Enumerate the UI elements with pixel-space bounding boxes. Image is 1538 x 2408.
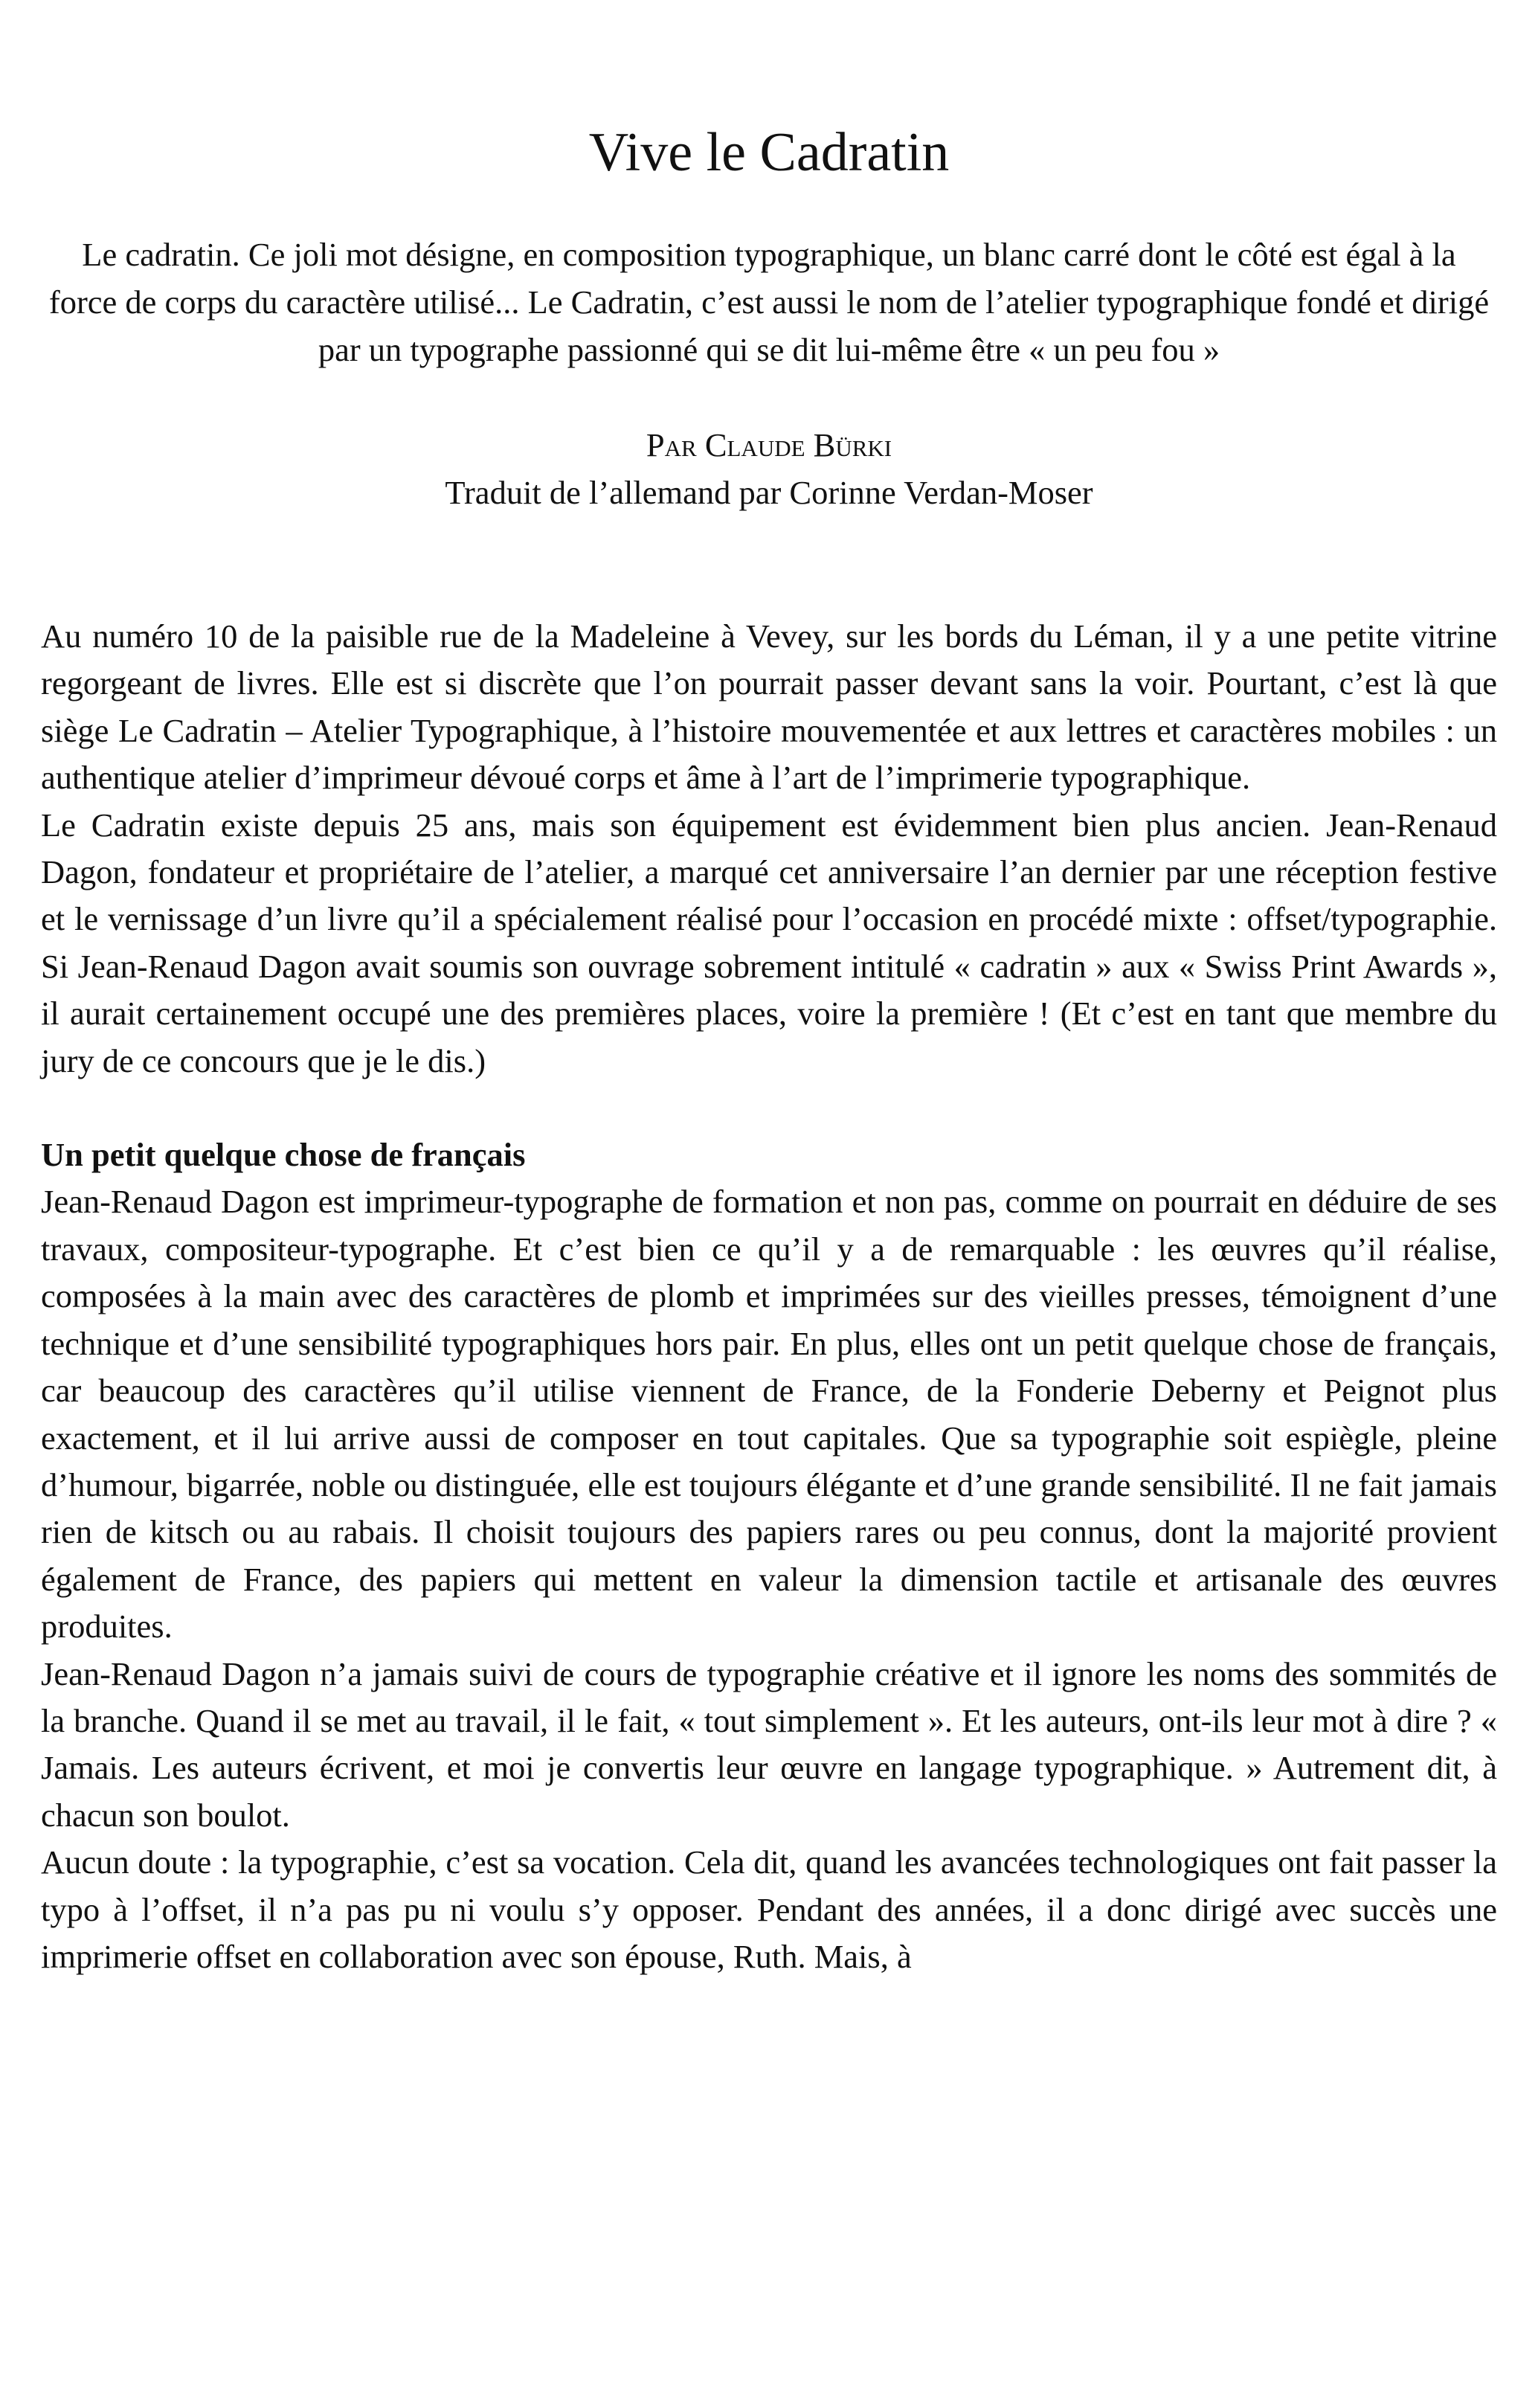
article-body [41, 613, 1497, 1980]
paragraph: Jean-Renaud Dagon est imprimeur-typographe de formation et non pas, comme on pourrait en déduire de ses travaux, compositeur-typographe. Et c’est bien ce qu’il y a de remarquable : les œuvres qu’il réalise, composées à la main avec des caractères de plomb et imprimées sur des vieilles presses, témoignent d’une technique et d’une sensibilité typographiques hors pair. En plus, elles ont un petit quelque chose de français, car beaucoup des caractères qu’il utilise viennent de France, de la Fonderie Deberny et Peignot plus exactement, et il lui arrive aussi de composer en tout capitales. Que sa typographie soit espiègle, pleine d’humour, bigarrée, noble ou distinguée, elle est toujours élégante et d’une grande sensibilité. Il ne fait jamais rien de kitsch ou au rabais. Il choisit toujours des papiers rares ou peu connus, dont la majorité provient également de France, des papiers qui mettent en valeur la dimension tactile et artisanale des œuvres produites. [41, 1183, 1497, 1646]
paragraph: Au numéro 10 de la paisible rue de la Madeleine à Vevey, sur les bords du Léman, il y a une petite vitrine regorgeant de livres. Elle est si discrète que l’on pourrait passer devant sans la voir. Pourtant, c’est là que siège Le Cadratin – Atelier Typographique, à l’histoire mouvementée et aux lettres et caractères mobiles : un authentique atelier d’imprimeur dévoué corps et âme à l’art de l’imprimerie typographique. [41, 617, 1497, 797]
byline-author: Par Claude Bürki [646, 426, 892, 463]
byline [41, 421, 1497, 516]
article-lead: Le cadratin. Ce joli mot désigne, en composition typographique, un blanc carré dont le côté est égal à la force de corps du caractère utilisé... Le Cadratin, c’est aussi le nom de l’atelier typographique fondé et dirigé par un typographe passionné qui se dit lui-même être « un peu fou » [48, 236, 1490, 368]
paragraph: Aucun doute : la typographie, c’est sa vocation. Cela dit, quand les avancées technologiques ont fait passer la typo à l’offset, il n’a pas pu ni voulu s’y opposer. Pendant des années, il a donc dirigé avec succès une imprimerie offset en collaboration avec son épouse, Ruth. Mais, à [41, 1843, 1497, 1975]
paragraph: Le Cadratin existe depuis 25 ans, mais son équipement est évidemment bien plus ancien. Jean-Renaud Dagon, fondateur et propriétaire de l’atelier, a marqué cet anniversaire l’an dernier par une réception festive et le vernissage d’un livre qu’il a spécialement réalisé pour l’occasion en procédé mixte : offset/typographie. Si Jean-Renaud Dagon avait soumis son ouvrage sobrement intitulé « cadratin » aux « Swiss Print Awards », il aurait certainement occupé une des premières places, voire la première ! (Et c’est en tant que membre du jury de ce concours que je le dis.) [41, 806, 1497, 1079]
section-heading: Un petit quelque chose de français [41, 1136, 526, 1174]
article [41, 119, 1497, 1980]
byline-translator: Traduit de l’allemand par Corinne Verdan-Moser [445, 474, 1093, 511]
article-title: Vive le Cadratin [588, 122, 950, 183]
paragraph: Jean-Renaud Dagon n’a jamais suivi de cours de typographie créative et il ignore les noms des sommités de la branche. Quand il se met au travail, il le fait, « tout simplement ». Et les auteurs, ont-ils leur mot à dire ? « Jamais. Les auteurs écrivent, et moi je convertis leur œuvre en langage typographique. » Autrement dit, à chacun son boulot. [41, 1654, 1497, 1834]
